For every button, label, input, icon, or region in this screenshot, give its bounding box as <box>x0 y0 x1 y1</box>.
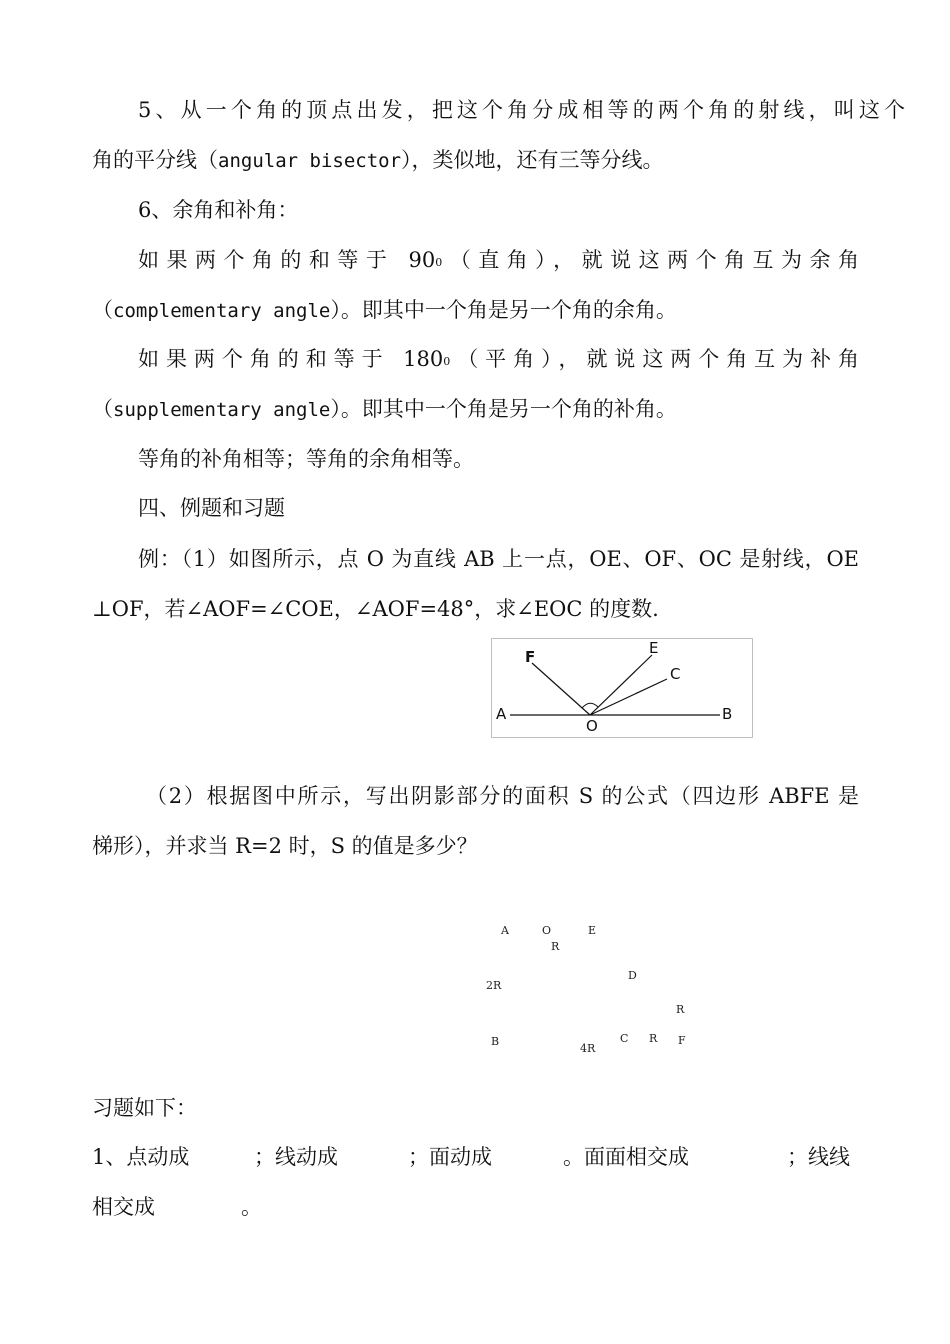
label-d: D <box>628 969 637 982</box>
ray-oc <box>590 679 667 715</box>
para-6-heading: 6、余角和补角： <box>138 198 299 222</box>
exercise-text: ；线线 <box>787 1145 850 1169</box>
term-angular-bisector: angular bisector <box>218 150 402 172</box>
figure-angle-diagram <box>491 638 753 738</box>
label-a: A <box>496 705 507 723</box>
label-e: E <box>649 639 659 657</box>
exercise-text: 。 <box>241 1195 262 1219</box>
exercise-text: ；线动成 <box>254 1145 338 1169</box>
label-o: O <box>542 924 552 937</box>
example-2-line-2: 梯形），并求当 R=2 时，S 的值是多少？ <box>92 834 478 858</box>
degree-mark: 0 <box>443 355 451 368</box>
label-a: A <box>501 924 509 937</box>
para-5-line-2 <box>92 145 664 176</box>
label-b: B <box>722 705 733 723</box>
label-r: R <box>551 940 560 953</box>
label-4r: 4R <box>580 1042 596 1055</box>
label-r: R <box>649 1032 658 1045</box>
right-angle-mark <box>582 703 598 708</box>
term-supplementary-angle: supplementary angle <box>113 399 331 421</box>
exercise-1-line-2 <box>92 1192 262 1222</box>
exercise-text: 相交成 <box>92 1195 155 1219</box>
exercises-heading: 习题如下： <box>92 1096 197 1120</box>
label-2r: 2R <box>486 979 502 992</box>
text: ）。即其中一个角是另一个角的余角。 <box>330 298 677 322</box>
section-heading-examples: 四、例题和习题 <box>138 496 285 520</box>
ray-oe <box>590 655 652 715</box>
para-complementary-line-2 <box>92 295 677 326</box>
term-complementary-angle: complementary angle <box>113 300 331 322</box>
text: ）。即其中一个角是另一个角的补角。 <box>330 397 677 421</box>
para-supplementary-line-1 <box>138 344 859 377</box>
text: （ <box>92 298 113 322</box>
label-e: E <box>588 924 597 937</box>
label-f: F <box>525 648 536 666</box>
label-f: F <box>678 1034 686 1047</box>
para-complementary-line-1 <box>138 245 859 278</box>
text: （直角），就说这两个角互为余角 <box>442 248 859 272</box>
exercise-text: 1、点动成 <box>92 1145 190 1169</box>
label-r: R <box>676 1003 685 1016</box>
exercise-text: ；面动成 <box>408 1145 492 1169</box>
para-supplementary-line-2 <box>92 394 677 425</box>
text: 如果两个角的和等于 90 <box>138 248 436 272</box>
exercise-text: 。面面相交成 <box>563 1145 689 1169</box>
para-equal-angles: 等角的补角相等；等角的余角相等。 <box>138 447 474 471</box>
text: 如果两个角的和等于 180 <box>138 347 444 371</box>
text: （ <box>92 397 113 421</box>
text: （平角），就说这两个角互为补角 <box>450 347 860 371</box>
text: ），类似地，还有三等分线。 <box>401 148 664 172</box>
text: 角的平分线（ <box>92 148 218 172</box>
degree-mark: 0 <box>435 256 443 269</box>
example-1-line-1: 例：（1）如图所示，点 O 为直线 AB 上一点，OE、OF、OC 是射线，OE <box>138 547 859 571</box>
label-o: O <box>586 717 598 735</box>
para-5-line-1: 5、从一个角的顶点出发，把这个角分成相等的两个角的射线，叫这个 <box>138 98 905 122</box>
label-b: B <box>491 1035 500 1048</box>
example-2-line-1: （2）根据图中所示，写出阴影部分的面积 S 的公式（四边形 ABFE 是 <box>146 784 859 808</box>
example-1-line-2: ⊥OF，若∠AOF=∠COE，∠AOF=48°，求∠EOC 的度数. <box>92 597 659 621</box>
ray-of <box>532 663 590 715</box>
label-c: C <box>620 1032 629 1045</box>
label-c: C <box>670 665 681 683</box>
